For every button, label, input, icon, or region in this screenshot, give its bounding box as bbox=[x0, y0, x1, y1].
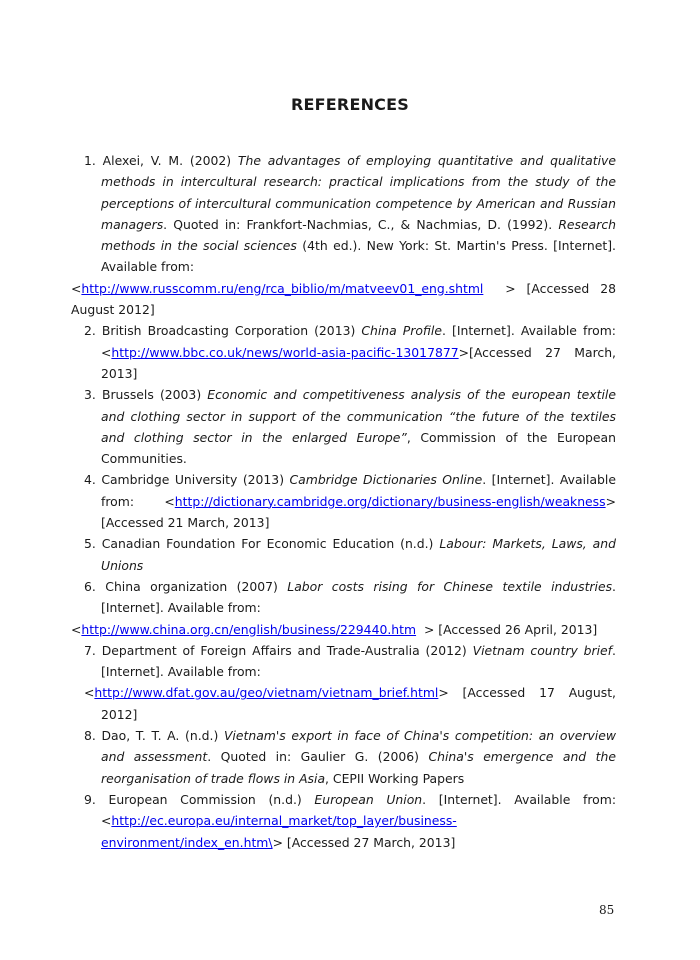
reference-item bbox=[84, 789, 616, 853]
reference-title: Vietnam country brief bbox=[472, 642, 613, 658]
reference-detail: . Quoted in: Frankfort-Nachmias, C., & Nachmias, D. (1992). bbox=[163, 216, 559, 232]
reference-number: 4. bbox=[84, 472, 96, 488]
reference-detail: . [Internet]. Available from: < bbox=[101, 472, 616, 509]
reference-detail: (4th ed.). New York: St. Martin's Press. [Internet]. Available from: bbox=[101, 238, 616, 275]
reference-detail: , Commission of the European Communities. bbox=[101, 429, 616, 467]
reference-detail: . [Internet]. Available from: bbox=[101, 642, 616, 680]
reference-author-year: British Broadcasting Corporation (2013) bbox=[101, 323, 362, 339]
reference-number: 5. bbox=[84, 536, 96, 552]
reference-list bbox=[71, 150, 616, 853]
reference-link[interactable]: http://www.dfat.gov.au/geo/vietnam/vietnam_brief.html bbox=[94, 685, 439, 701]
reference-accessed: >[Accessed 27 March, 2013] bbox=[101, 344, 616, 381]
reference-number: 6. bbox=[84, 578, 96, 594]
reference-accessed: > [Accessed 27 March, 2013] bbox=[272, 834, 456, 850]
page-title: REFERENCES bbox=[291, 95, 409, 114]
reference-author-year: Dao, T. T. A. (n.d.) bbox=[101, 728, 224, 744]
reference-title: Cambridge Dictionaries Online bbox=[289, 472, 483, 488]
reference-author-year: Canadian Foundation For Economic Education (n.d.) bbox=[101, 536, 440, 552]
reference-source-title: China's emergence and the reorganisation of trade flows in Asia bbox=[101, 749, 616, 786]
reference-accessed: > [Accessed 21 March, 2013] bbox=[101, 493, 616, 531]
reference-item bbox=[84, 384, 616, 469]
reference-item bbox=[84, 320, 616, 384]
reference-number: 3. bbox=[84, 387, 96, 403]
reference-author-year: China organization (2007) bbox=[105, 578, 288, 594]
reference-detail: . [Internet]. Available from: < bbox=[101, 791, 616, 829]
reference-number: 2. bbox=[84, 323, 96, 339]
reference-url-line: <http://www.dfat.gov.au/geo/vietnam/vietnam_brief.html> [Accessed 17 August, 2012] bbox=[84, 685, 616, 722]
reference-accessed: > [Accessed 26 April, 2013] bbox=[423, 621, 598, 637]
reference-detail: . [Internet]. Available from: < bbox=[101, 323, 616, 360]
reference-number: 1. bbox=[84, 153, 96, 168]
reference-author-year: Alexei, V. M. (2002) bbox=[102, 153, 238, 168]
reference-item bbox=[84, 533, 616, 576]
reference-title: China Profile bbox=[361, 323, 442, 339]
reference-title: Labor costs rising for Chinese textile industries bbox=[287, 578, 613, 594]
reference-accessed: > [Accessed 28 August 2012] bbox=[71, 280, 616, 318]
reference-item bbox=[84, 640, 616, 725]
reference-item bbox=[71, 576, 616, 640]
reference-title: Vietnam's export in face of China's competition: an overview and assessment bbox=[101, 728, 616, 765]
reference-source-title: Research methods in the social sciences bbox=[101, 216, 616, 254]
reference-link[interactable]: http://www.russcomm.ru/eng/rca_biblio/m/matveev01_eng.shtml bbox=[81, 280, 484, 296]
reference-author-year: European Commission (n.d.) bbox=[108, 791, 315, 807]
reference-author-year: Cambridge University (2013) bbox=[101, 472, 290, 488]
reference-item bbox=[84, 469, 616, 533]
reference-title: Labour: Markets, Laws, and Unions bbox=[101, 536, 616, 573]
reference-url-line: <http://www.china.org.cn/english/business/229440.htm > [Accessed 26 April, 2013] bbox=[71, 621, 598, 637]
page-number: 85 bbox=[599, 903, 615, 917]
reference-link[interactable]: http://ec.europa.eu/internal_market/top_layer/business-environment/index_en.htm\ bbox=[101, 813, 457, 850]
reference-detail: . Quoted in: Gaulier G. (2006) bbox=[207, 749, 429, 765]
reference-detail: . [Internet]. Available from: bbox=[101, 578, 616, 616]
reference-link[interactable]: http://www.bbc.co.uk/news/world-asia-pacific-13017877 bbox=[111, 344, 459, 360]
reference-number: 9. bbox=[84, 791, 96, 807]
reference-link[interactable]: http://dictionary.cambridge.org/dictionary/business-english/weakness bbox=[174, 493, 606, 509]
reference-accessed: > [Accessed 17 August, 2012] bbox=[101, 685, 616, 722]
reference-detail: , CEPII Working Papers bbox=[325, 770, 465, 786]
reference-item bbox=[84, 725, 616, 789]
reference-url-line: <http://www.russcomm.ru/eng/rca_biblio/m/matveev01_eng.shtml > [Accessed 28 August 2012] bbox=[71, 280, 616, 318]
reference-title: The advantages of employing quantitative and qualitative methods in intercultural research: practical implications from the study of the perceptions of intercultural communication competence by American and Russian managers bbox=[101, 153, 616, 232]
reference-author-year: Department of Foreign Affairs and Trade-Australia (2012) bbox=[101, 642, 473, 658]
reference-item bbox=[71, 150, 616, 320]
reference-title: European Union bbox=[314, 791, 423, 807]
reference-author-year: Brussels (2003) bbox=[101, 387, 208, 403]
reference-number: 8. bbox=[84, 728, 96, 744]
reference-title: Economic and competitiveness analysis of the european textile and clothing sector in support of the communication “the future of the textiles and clothing sector in the enlarged Europe” bbox=[101, 387, 616, 445]
reference-link[interactable]: http://www.china.org.cn/english/business/229440.htm bbox=[81, 621, 417, 637]
reference-number: 7. bbox=[84, 642, 96, 658]
